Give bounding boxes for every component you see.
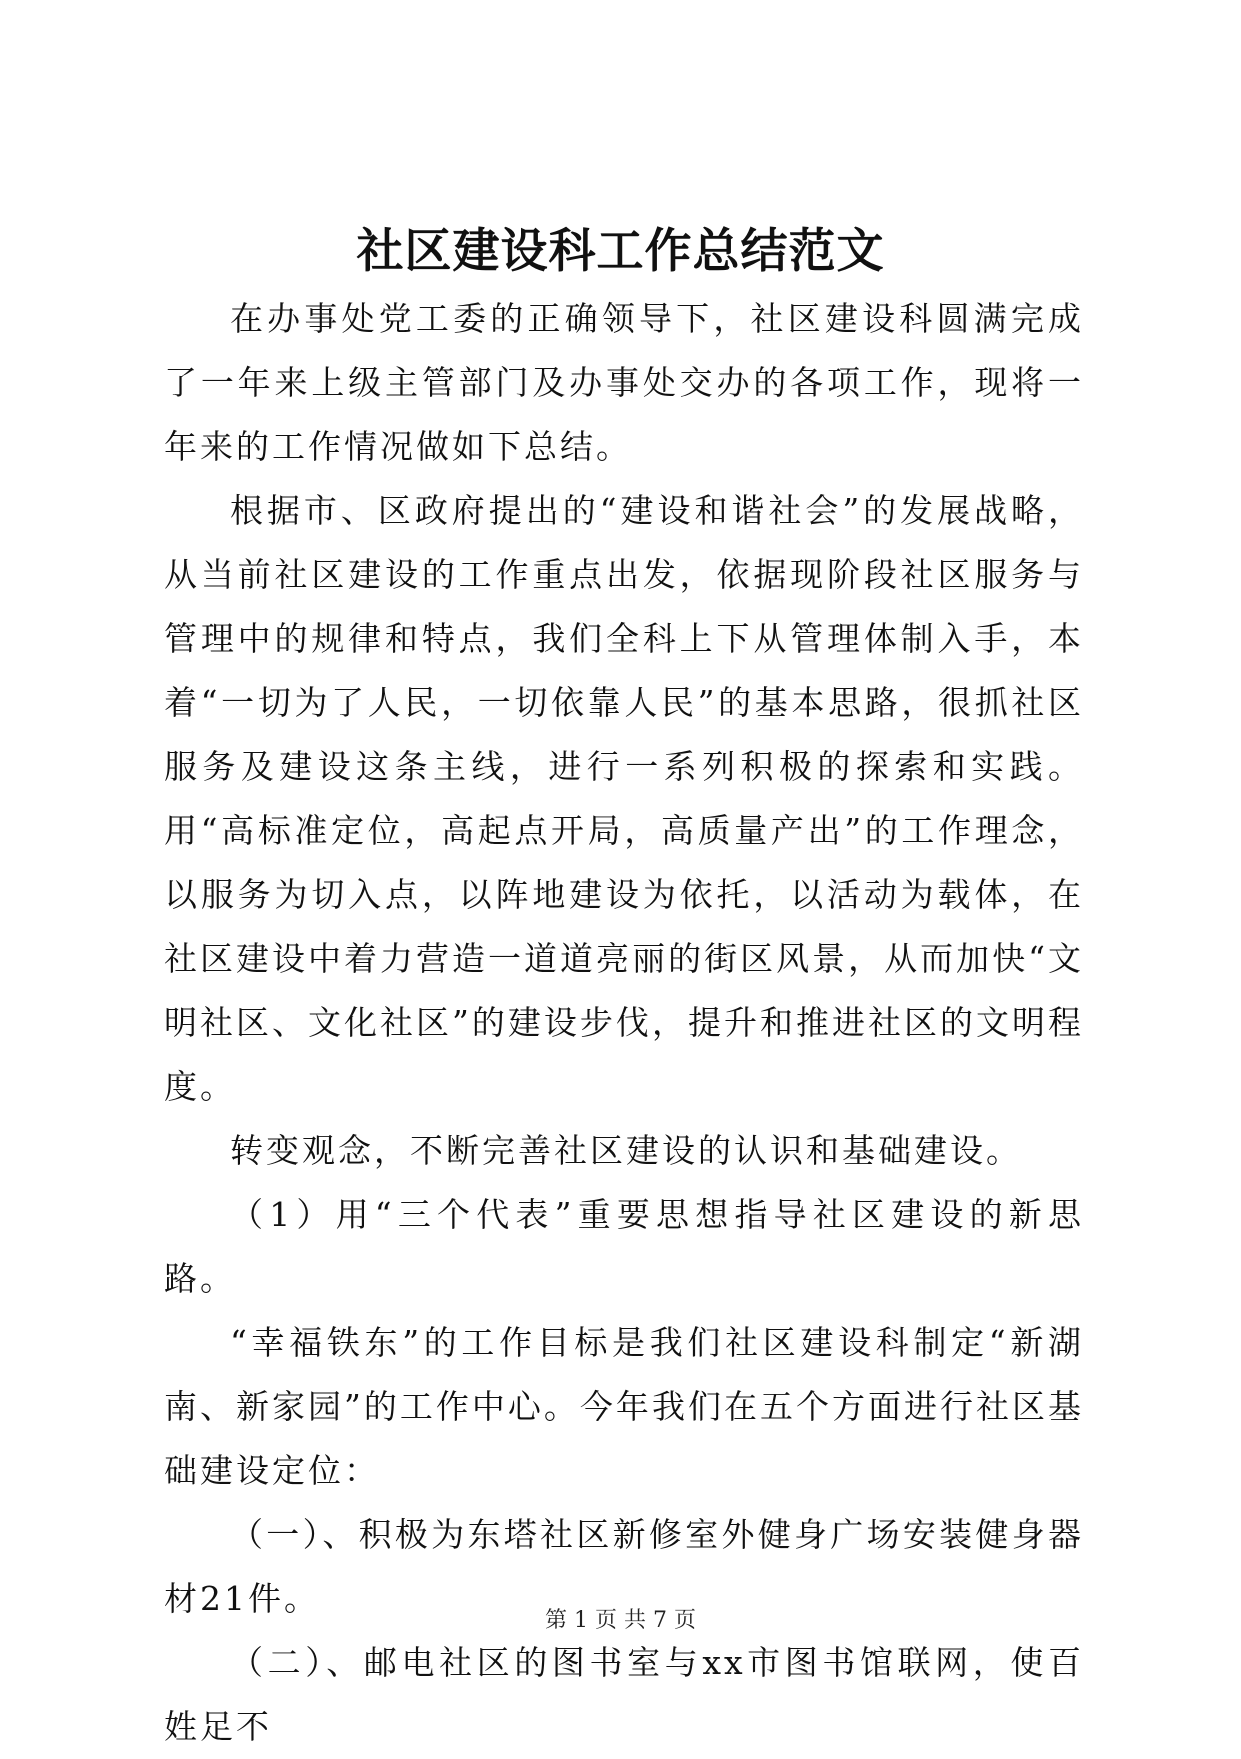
paragraph-intro: 在办事处党工委的正确领导下，社区建设科圆满完成了一年来上级主管部门及办事处交办的各项工作，现将一年来的工作情况做如下总结。 xyxy=(164,299,1084,466)
paragraph-subheading-1: （1）用“三个代表”重要思想指导社区建设的新思路。 xyxy=(164,1195,1084,1298)
paragraph-item-2: （二）、邮电社区的图书室与xx市图书馆联网，使百姓足不 xyxy=(164,1643,1084,1746)
document-title: 社区建设科工作总结范文 xyxy=(356,224,885,279)
document-body xyxy=(164,287,1084,1759)
paragraph-heading-change: 转变观念，不断完善社区建设的认识和基础建设。 xyxy=(230,1131,1022,1170)
paragraph-strategy: 根据市、区政府提出的“建设和谐社会”的发展战略，从当前社区建设的工作重点出发，依据现阶段社区服务与管理中的规律和特点，我们全科上下从管理体制入手，本着“一切为了人民，一切依靠人民”的基本思路，很抓社区服务及建设这条主线，进行一系列积极的探索和实践。用“高标准定位，高起点开局，高质量产出”的工作理念，以服务为切入点，以阵地建设为依托，以活动为载体，在社区建设中着力营造一道道亮丽的街区风景，从而加快“文明社区、文化社区”的建设步伐，提升和推进社区的文明程度。 xyxy=(164,491,1084,1106)
paragraph-item-1: （一）、积极为东塔社区新修室外健身广场安装健身器材21件。 xyxy=(164,1515,1084,1618)
page-number-label: 第 1 页 共 7 页 xyxy=(545,1608,696,1633)
paragraph-goal: “幸福铁东”的工作目标是我们社区建设科制定“新湖南、新家园”的工作中心。今年我们在五个方面进行社区基础建设定位： xyxy=(164,1323,1084,1490)
page-footer xyxy=(0,1606,1241,1636)
